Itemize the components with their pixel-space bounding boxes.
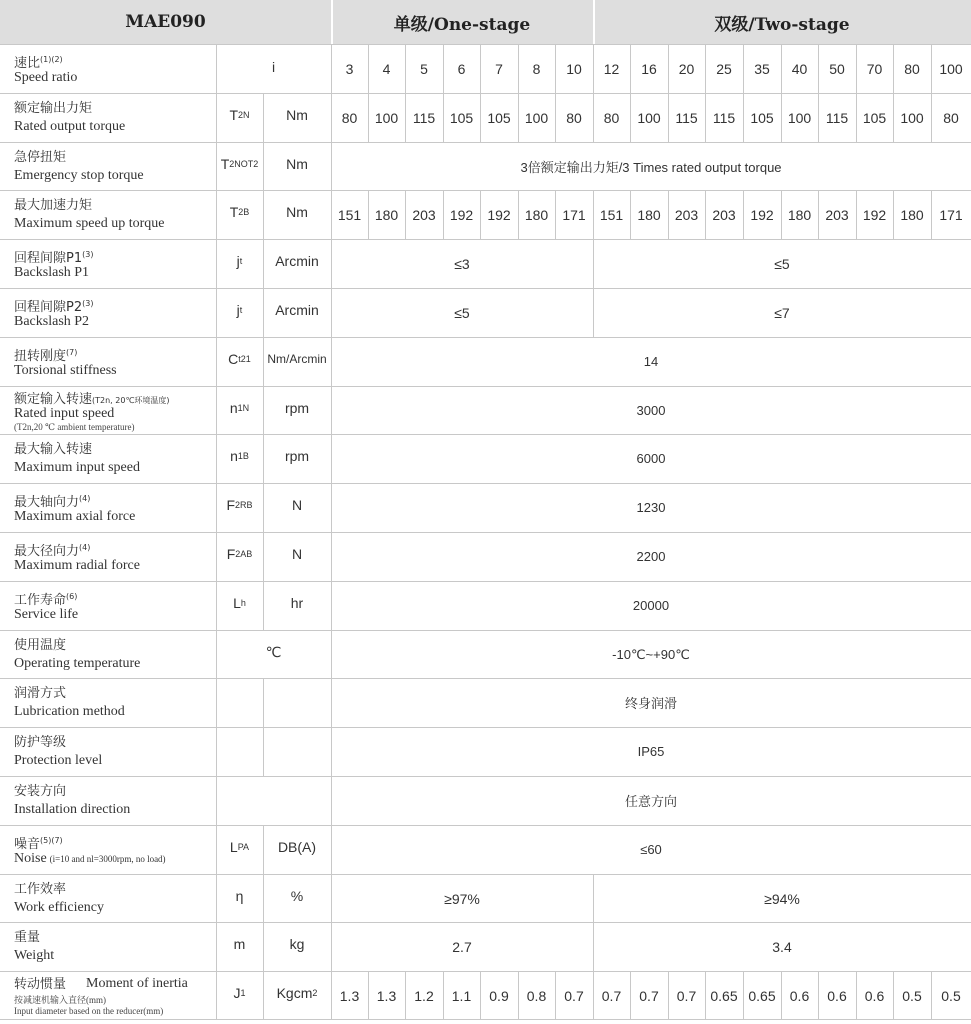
row-max-speedup-torque-symbol [216,190,263,233]
row-rated-torque-label-en [14,119,125,135]
row-rated-input-speed-value: 3000 [636,403,666,418]
row-efficiency-label-en [14,900,104,916]
row-rated-torque-label-zh [14,101,92,116]
row-max-radial-force-label-zh [14,540,90,559]
row-efficiency-value-two-stage: ≥94% [764,890,800,907]
label-en-text: Work efficiency [14,900,104,915]
row-weight-label-zh [14,930,40,945]
row-rated-torque-value: 115 [675,109,698,126]
row-max-speedup-torque-value: 192 [862,206,887,223]
row-operating-temp-label-en [14,656,140,672]
row-inertia-value: 0.65 [748,987,776,1004]
row-backlash-p1-label-en [14,265,89,281]
unit-superscript: 2 [312,987,318,998]
row-max-axial-force-symbol [216,483,263,526]
symbol-subscript: 1N [237,402,250,413]
row-speed-ratio-value: 25 [716,60,732,77]
row-torsional-stiffness-value: 14 [643,354,659,369]
row-rated-torque-value: 105 [862,109,887,126]
row-speed-ratio-value: 50 [829,60,845,77]
unit-text: kg [289,935,305,952]
label-zh-text: 急停扭矩 [14,150,67,165]
row-divider [0,1019,971,1020]
row-speed-ratio-value: 6 [457,60,466,77]
row-rated-torque-symbol [216,93,263,136]
row-speed-ratio-value: 80 [904,60,920,77]
row-max-input-speed-label-en [14,460,140,476]
unit-text: Arcmin [275,301,319,318]
row-speed-ratio-value: 8 [532,60,541,77]
symbol-superscript: 2 [253,158,259,169]
row-backlash-p1-symbol [216,239,263,282]
footnote-marker: (7) [66,348,78,357]
row-lubrication-label-en [14,704,125,720]
unit-text: DB(A) [277,838,317,855]
label-en-text: Backslash P2 [14,314,90,329]
unit-text: Nm [286,203,308,220]
row-speed-ratio-label-en [14,70,77,86]
header-model: MAE090 [0,0,331,44]
row-rated-torque-value: 105 [449,109,474,126]
row-max-axial-force-label-zh [14,491,90,510]
symbol-letter: C [228,350,239,367]
symbol-subscript: h [240,597,246,608]
row-speed-ratio-value: 35 [754,60,770,77]
header-divider [593,0,595,44]
row-max-axial-force-value: 1230 [636,500,666,515]
row-efficiency-symbol [216,874,263,917]
symbol-letter: L [229,838,238,855]
label-zh-text: 防护等级 [14,735,67,750]
row-inertia-value: 0.5 [902,987,922,1004]
row-max-speedup-torque-unit [263,190,331,233]
row-max-speedup-torque-value: 171 [939,206,963,223]
symbol-letter: T [229,203,239,220]
row-inertia-value: 0.6 [827,987,847,1004]
row-inertia-value: 1.2 [414,987,434,1004]
label-en-text: Maximum speed up torque [14,216,165,231]
symbol-letter: n [229,399,238,416]
row-service-life-label-zh [14,589,77,608]
row-inertia-value: 0.6 [789,987,810,1004]
row-efficiency-value-one-stage: ≥97% [444,890,480,907]
row-weight-label-en [14,948,54,964]
symbol-letter: L [233,594,241,611]
row-inertia-note-en: Input diameter based on the reducer(mm) [14,1006,164,1016]
symbol-subscript: 2NOT [229,158,254,169]
row-protection-symbol [216,727,263,770]
row-torsional-stiffness-label-en [14,363,117,379]
row-rated-torque-value: 105 [487,109,511,126]
unit-text: Nm/Arcmin [267,351,327,366]
row-backlash-p2-value-one-stage: ≤5 [454,304,470,321]
row-installation-value: 任意方向 [624,794,677,809]
label-zh-text: 润滑方式 [14,686,67,701]
row-speed-ratio-value: 20 [678,60,695,77]
row-max-input-speed-unit [263,434,331,477]
label-en-text: Backslash P1 [14,265,90,280]
footnote-marker: (5)(7) [40,836,63,845]
row-max-speedup-torque-value: 151 [599,206,624,223]
row-max-radial-force-unit [263,532,331,575]
symbol-letter: j [236,301,240,318]
symbol-letter: T [220,155,230,172]
row-max-speedup-torque-value: 180 [900,206,924,223]
row-emergency-torque-symbol [216,142,263,185]
row-max-speedup-torque-value: 180 [637,206,661,223]
row-rated-torque-value: 100 [787,109,812,126]
row-backlash-p1-value-one-stage: ≤3 [454,255,470,272]
row-speed-ratio-value: 7 [495,60,503,77]
row-max-speedup-torque-value: 151 [337,206,362,223]
row-inertia-value: 0.7 [601,987,622,1004]
label-en-text: Emergency stop torque [14,168,144,183]
footnote-marker: (1)(2) [40,55,63,64]
row-rated-torque-value: 100 [637,109,661,126]
label-zh-text: 扭转刚度 [14,349,67,364]
row-installation-label-en [14,802,130,818]
row-inertia-value: 1.1 [451,987,472,1004]
row-noise-unit [263,825,331,868]
label-en-text: Maximum axial force [14,509,136,524]
row-inertia-unit [263,971,331,1014]
row-service-life-label-en [14,607,78,623]
symbol-subscript: t [239,304,243,315]
label-en-text: Rated output torque [14,119,126,134]
row-max-speedup-torque-value: 171 [562,206,586,223]
label-zh-text: 噪音 [14,837,41,852]
symbol-letter: F [226,545,236,562]
row-speed-ratio-value: 10 [566,60,582,77]
row-speed-ratio-value: 12 [603,60,620,77]
row-lubrication-value: 终身润滑 [624,696,677,711]
symbol-letter: n [230,447,238,464]
row-installation-label-zh [14,784,66,799]
label-zh-text: 使用温度 [14,638,67,653]
symbol-subscript: PA [237,841,250,852]
row-max-speedup-torque-label-en [14,216,164,232]
row-noise-label-en [14,851,166,867]
unit-text: rpm [284,447,310,464]
row-max-speedup-torque-value: 203 [825,206,849,223]
label-en-note: (i=10 and nl=3000rpm, no load) [49,854,166,864]
row-max-speedup-torque-value: 203 [712,206,736,223]
row-protection-value: IP65 [637,744,665,759]
unit-text: Nm [286,155,308,172]
row-rated-torque-value: 105 [750,109,774,126]
footnote-marker: (3) [82,299,94,308]
label-zh-text: 额定输出力矩 [14,101,93,116]
row-inertia-value: 0.65 [710,987,738,1004]
row-protection-label-en [14,753,102,769]
row-rated-torque-value: 100 [900,109,924,126]
unit-text: Kgcm [276,984,313,1001]
row-lubrication-unit [263,678,331,721]
row-operating-temp-label-zh [14,638,66,653]
row-efficiency-unit [263,874,331,917]
row-rated-torque-value: 115 [412,109,436,126]
row-operating-temp-symbol: ℃ [265,644,282,660]
symbol-letter: i [271,58,276,75]
row-max-speedup-torque-value: 180 [374,206,399,223]
row-backlash-p2-unit [263,288,331,331]
row-lubrication-label-zh [14,686,66,701]
footnote-marker: (4) [79,543,91,552]
row-max-radial-force-symbol [216,532,263,575]
symbol-subscript: 2B [238,206,250,217]
label-zh-text: 速比 [14,56,41,71]
row-inertia-value: 0.7 [564,987,584,1004]
row-rated-input-speed-symbol [216,386,263,429]
row-speed-ratio-value: 16 [641,60,657,77]
label-zh-text: 最大轴向力 [14,495,80,510]
label-zh-text: 最大径向力 [14,544,80,559]
row-inertia-value: 0.6 [864,987,885,1004]
unit-text: N [291,545,303,562]
row-max-speedup-torque-label-zh [14,198,92,213]
symbol-letter: m [233,935,246,952]
row-weight-value-two-stage: 3.4 [772,938,792,955]
row-max-input-speed-label-zh [14,442,92,457]
row-service-life-unit [263,581,331,624]
row-protection-label-zh [14,735,66,750]
symbol-subscript: 1 [240,987,246,998]
row-rated-torque-value: 100 [524,109,549,126]
label-zh-text: 回程间隙P2 [14,300,83,315]
row-max-input-speed-symbol [216,434,263,477]
symbol-letter: T [229,106,239,123]
label-zh-text: 最大输入转速 [14,442,93,457]
row-speed-ratio-value: 100 [939,60,963,77]
symbol-subscript: 2AB [235,548,253,559]
unit-text: Nm [286,106,308,123]
row-speed-ratio-label-zh [14,52,63,71]
row-service-life-value: 20000 [632,598,670,613]
row-torsional-stiffness-symbol [216,337,263,380]
unit-text: hr [290,594,304,611]
row-noise-symbol [216,825,263,868]
footnote-marker: (6) [66,592,78,601]
label-zh-text: 工作效率 [14,882,67,897]
symbol-subscript: 2RB [235,499,253,510]
unit-text: % [290,887,304,904]
row-lubrication-symbol [216,678,263,721]
label-zh-text: 工作寿命 [14,593,67,608]
row-max-speedup-torque-value: 180 [787,206,812,223]
row-inertia-symbol [216,971,263,1014]
row-inertia-value: 1.3 [376,987,397,1004]
row-inertia-value: 0.7 [639,987,659,1004]
row-noise-label-zh [14,833,63,852]
row-inertia-label-zh: 转动惯量 [14,977,67,992]
row-max-speedup-torque-value: 192 [449,206,474,223]
row-emergency-torque-unit [263,142,331,185]
row-rated-torque-unit [263,93,331,136]
row-rated-input-speed-note-en: (T2n,20 ℃ ambient temperature) [14,422,135,432]
symbol-subscript: t21 [238,353,251,364]
label-en-text: Maximum input speed [14,460,140,475]
row-rated-torque-value: 80 [603,109,620,126]
label-en-text: Torsional stiffness [14,363,117,378]
row-rated-input-speed-label-en: Rated input speed [14,406,115,421]
label-zh-text: 重量 [14,930,41,945]
label-en-text: Service life [14,607,79,622]
row-noise-value: ≤60 [640,842,662,857]
row-max-speedup-torque-value: 192 [750,206,774,223]
row-speed-ratio-value: 3 [345,60,354,77]
row-speed-ratio-value: 5 [420,60,428,77]
footnote-marker: (3) [82,250,94,259]
unit-text: Arcmin [275,252,319,269]
row-backlash-p2-value-two-stage: ≤7 [774,304,790,321]
row-inertia-value: 0.8 [526,987,547,1004]
symbol-letter: η [235,887,244,904]
row-rated-input-speed-unit [263,386,331,429]
footnote-marker: (4) [79,494,91,503]
row-speed-ratio-value: 40 [791,60,808,77]
header-one-stage: 单级/One-stage [331,0,593,44]
symbol-subscript: 2N [238,109,250,120]
row-speed-ratio-value: 70 [866,60,883,77]
row-rated-torque-value: 80 [943,109,959,126]
row-weight-value-one-stage: 2.7 [452,938,472,955]
row-max-speedup-torque-value: 203 [674,206,699,223]
row-backlash-p1-value-two-stage: ≤5 [774,255,790,272]
row-inertia-label-en-inline: Moment of inertia [86,976,188,991]
row-backlash-p2-label-zh [14,296,93,315]
row-inertia-value: 0.9 [489,987,509,1004]
row-max-radial-force-label-en [14,558,140,574]
unit-text: N [291,496,303,513]
row-service-life-symbol [216,581,263,624]
header-divider [331,0,333,44]
row-operating-temp-value: -10℃~+90℃ [612,646,690,662]
label-en-text: Maximum radial force [14,558,140,573]
label-en-text: Protection level [14,753,103,768]
label-en-text: Lubrication method [14,704,125,719]
symbol-letter: j [236,252,240,269]
label-zh-text: 额定输入转速 [14,392,93,407]
symbol-letter: F [226,496,236,513]
row-emergency-torque-value: 3倍额定输出力矩/3 Times rated output torque [520,160,782,175]
row-torsional-stiffness-label-zh [14,345,77,364]
row-max-speedup-torque-value: 180 [524,206,549,223]
unit-text: rpm [284,399,310,416]
symbol-subscript: 1B [237,450,249,461]
row-max-speedup-torque-value: 192 [487,206,511,223]
label-zh-text: 安装方向 [14,784,67,799]
row-protection-unit [263,727,331,770]
row-backlash-p2-label-en [14,314,89,330]
label-en-text: Installation direction [14,802,131,817]
row-backlash-p2-symbol [216,288,263,331]
row-emergency-torque-label-en [14,168,144,184]
row-rated-torque-value: 115 [712,109,736,126]
symbol-subscript: t [239,255,243,266]
header-two-stage: 双级/Two-stage [593,0,971,44]
row-max-input-speed-value: 6000 [636,451,666,466]
symbol-letter: J [233,984,241,1001]
row-rated-torque-value: 80 [566,109,582,126]
row-inertia-note-zh: 按减速机输入直径(mm) [14,995,106,1005]
row-weight-unit [263,922,331,965]
label-zh-text: 回程间隙P1 [14,251,83,266]
row-inertia-value: 1.3 [339,987,360,1004]
row-rated-torque-value: 80 [341,109,358,126]
label-en-text: Operating temperature [14,656,141,671]
row-speed-ratio-symbol [216,44,331,89]
row-rated-torque-value: 115 [825,109,849,126]
row-backlash-p1-unit [263,239,331,282]
row-efficiency-label-zh [14,882,66,897]
row-backlash-p1-label-zh [14,247,93,266]
label-zh-note: (T2n, 20℃环境温度) [92,396,170,405]
label-en-text: Noise [14,851,47,866]
row-max-axial-force-label-en [14,509,135,525]
label-en-text: Speed ratio [14,70,78,85]
row-emergency-torque-label-zh [14,150,66,165]
row-max-radial-force-value: 2200 [636,549,666,564]
row-weight-symbol [216,922,263,965]
row-installation-symbol [216,776,331,821]
row-speed-ratio-value: 4 [382,60,391,77]
row-inertia-value: 0.5 [941,987,961,1004]
row-max-axial-force-unit [263,483,331,526]
label-en-text: Weight [14,948,55,963]
label-zh-text: 最大加速力矩 [14,198,93,213]
row-rated-torque-value: 100 [374,109,399,126]
row-max-speedup-torque-value: 203 [412,206,436,223]
row-inertia-value: 0.7 [676,987,697,1004]
row-torsional-stiffness-unit [263,337,331,380]
